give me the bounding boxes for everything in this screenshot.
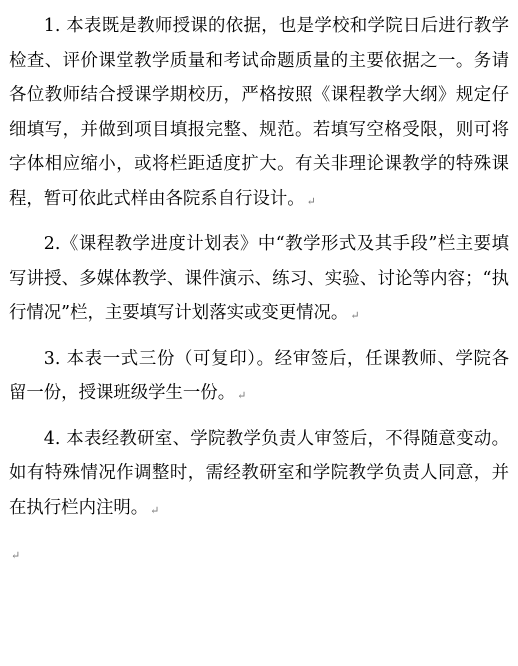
paragraph-3 (9, 342, 509, 411)
empty-paragraph (9, 536, 509, 571)
paragraph-3-text: 3. 本表一式三份（可复印）。经审签后，任课教师、学院各留一份，授课班级学生一份。 (9, 348, 509, 403)
paragraph-mark-icon: ↵ (350, 309, 360, 322)
paragraph-mark-icon: ↵ (150, 503, 160, 517)
paragraph-4-text: 4. 本表经教研室、学院教学负责人审签后，不得随意变动。如有特殊情况作调整时，需经教研室和学院教学负责人同意，并在执行栏内注明。 (9, 428, 509, 518)
paragraph-1-text: 1. 本表既是教师授课的依据，也是学校和学院日后进行教学检查、评价课堂教学质量和考试命题质量的主要依据之一。务请各位教师结合授课学期校历，严格按照《课程教学大纲》规定仔细填写，并做到项目填报完整、规范。若填写空格受限，则可将字体相应缩小，或将栏距适度扩大。有关非理论课教学的特殊课程，暂可依此式样由各院系自行设计。 (9, 16, 509, 209)
paragraph-mark-icon: ↵ (11, 549, 21, 562)
paragraph-2-text: 2.《课程教学进度计划表》中“教学形式及其手段”栏主要填写讲授、多媒体教学、课件演示、练习、实验、讨论等内容；“执行情况”栏，主要填写计划落实或变更情况。 (9, 234, 509, 323)
paragraph-1 (9, 9, 509, 216)
paragraph-mark-icon: ↵ (306, 194, 316, 208)
paragraph-4 (9, 422, 509, 526)
document-body (9, 9, 509, 571)
paragraph-mark-icon: ↵ (237, 389, 247, 402)
paragraph-2 (9, 227, 509, 331)
